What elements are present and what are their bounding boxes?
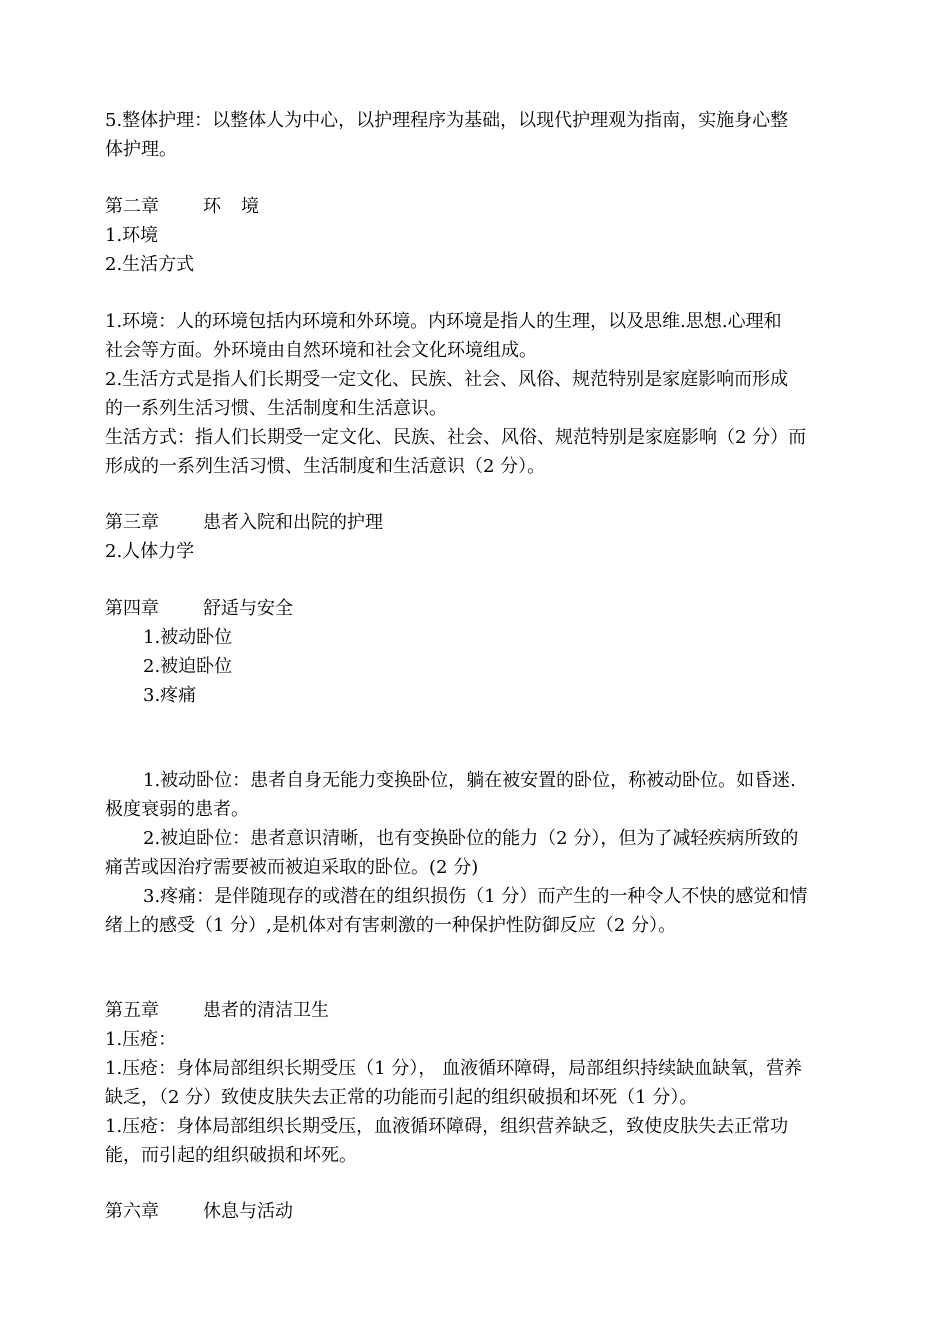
- paragraph-line: 1.压疮：身体局部组织长期受压，血液循环障碍，组织营养缺乏，致使皮肤失去正常功: [105, 1116, 789, 1137]
- paragraph-line: 1.压疮：身体局部组织长期受压（1 分）， 血液循环障碍，局部组织持续缺血缺氧，营养: [105, 1058, 803, 1079]
- paragraph-line: 社会等方面。外环境由自然环境和社会文化环境组成。: [105, 340, 537, 361]
- paragraph-line: 体护理。: [105, 139, 177, 160]
- chapter-heading: [105, 1197, 847, 1226]
- paragraph-line: 生活方式：指人们长期受一定文化、民族、社会、风俗、规范特别是家庭影响（2 分）而: [105, 427, 807, 448]
- chapter-title-part: 环: [203, 196, 221, 217]
- paragraph-line: 3.疼痛：是伴随现存的或潜在的组织损伤（1 分）而产生的一种令人不快的感觉和情: [143, 886, 808, 907]
- chapter-number: 第四章: [105, 598, 159, 619]
- paragraph-line: 缺乏，（2 分）致使皮肤失去正常的功能而引起的组织破损和坏死（1 分）。: [105, 1087, 698, 1108]
- paragraph-line: 形成的一系列生活习惯、生活制度和生活意识（2 分）。: [105, 456, 546, 477]
- chapter-number: 第三章: [105, 512, 159, 533]
- chapter-title: 患者的清洁卫生: [203, 1000, 329, 1021]
- chapter-number: 第五章: [105, 1000, 159, 1021]
- chapter-number: 第六章: [105, 1201, 159, 1222]
- paragraph-line: 1.环境：人的环境包括内环境和外环境。内环境是指人的生理，以及思维.思想.心理和: [105, 311, 782, 332]
- paragraph-line: 1.被动卧位：患者自身无能力变换卧位，躺在被安置的卧位，称被动卧位。如昏迷.: [143, 770, 796, 791]
- paragraph-line: 痛苦或因治疗需要被而被迫采取的卧位。(2 分): [105, 857, 479, 878]
- paragraph-line: 的一系列生活习惯、生活制度和生活意识。: [105, 398, 447, 419]
- list-item: 1.压疮：: [105, 1029, 177, 1050]
- paragraph-line: 5.整体护理：以整体人为中心，以护理程序为基础，以现代护理观为指南，实施身心整: [105, 110, 789, 131]
- list-item: 2.被迫卧位: [143, 656, 233, 677]
- chapter-title: 患者入院和出院的护理: [203, 512, 383, 533]
- chapter-heading: [105, 192, 847, 221]
- chapter-heading: [105, 594, 847, 623]
- list-item: 2.生活方式: [105, 254, 195, 275]
- chapter-number: 第二章: [105, 196, 159, 217]
- chapter-title: 舒适与安全: [203, 598, 293, 619]
- paragraph-line: 绪上的感受（1 分）,是机体对有害刺激的一种保护性防御反应（2 分）。: [105, 915, 677, 936]
- paragraph-line: 能，而引起的组织破损和坏死。: [105, 1145, 357, 1166]
- paragraph-line: 极度衰弱的患者。: [105, 799, 249, 820]
- chapter-heading: [105, 508, 847, 537]
- chapter-title: 休息与活动: [203, 1201, 293, 1222]
- list-item: 2.人体力学: [105, 541, 195, 562]
- chapter-heading: [105, 996, 847, 1025]
- list-item: 3.疼痛: [143, 685, 197, 706]
- chapter-title-part: 境: [241, 196, 259, 217]
- list-item: 1.环境: [105, 225, 159, 246]
- paragraph-line: 2.生活方式是指人们长期受一定文化、民族、社会、风俗、规范特别是家庭影响而形成: [105, 369, 789, 390]
- paragraph-line: 2.被迫卧位：患者意识清晰，也有变换卧位的能力（2 分），但为了减轻疾病所致的: [143, 828, 799, 849]
- list-item: 1.被动卧位: [143, 627, 233, 648]
